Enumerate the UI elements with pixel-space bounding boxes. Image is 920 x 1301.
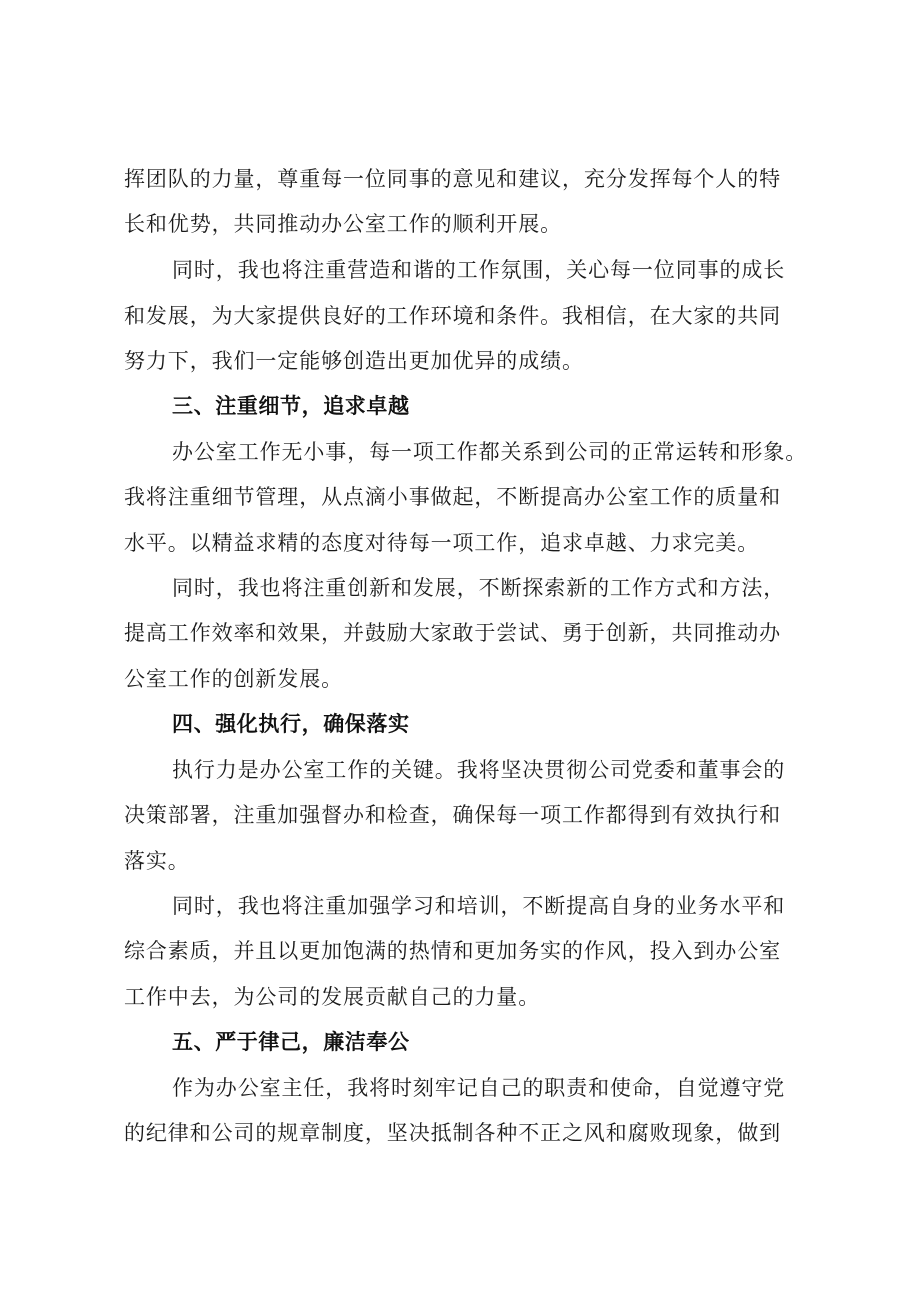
section-heading-5: 五、严于律己，廉洁奉公 xyxy=(172,1030,410,1054)
paragraph-line: 和发展，为大家提供良好的工作环境和条件。我相信，在大家的共同 xyxy=(124,304,781,328)
paragraph-line: 落实。 xyxy=(124,849,190,873)
paragraph-line: 我将注重细节管理，从点滴小事做起，不断提高办公室工作的质量和 xyxy=(124,485,781,509)
paragraph-line: 同时，我也将注重加强学习和培训，不断提高自身的业务水平和 xyxy=(172,894,786,918)
paragraph-line: 执行力是办公室工作的关键。我将坚决贯彻公司党委和董事会的 xyxy=(172,758,786,782)
section-heading-3: 三、注重细节，追求卓越 xyxy=(172,394,410,418)
paragraph-line: 公室工作的创新发展。 xyxy=(124,667,343,691)
paragraph-line: 长和优势，共同推动办公室工作的顺利开展。 xyxy=(124,212,562,236)
paragraph-line: 作为办公室主任，我将时刻牢记自己的职责和使命，自觉遵守党 xyxy=(172,1076,786,1100)
paragraph-line: 办公室工作无小事，每一项工作都关系到公司的正常运转和形象。 xyxy=(172,440,808,464)
paragraph-line: 同时，我也将注重营造和谐的工作氛围，关心每一位同事的成长 xyxy=(172,258,786,282)
section-heading-4: 四、强化执行，确保落实 xyxy=(172,712,410,736)
paragraph-line: 工作中去，为公司的发展贡献自己的力量。 xyxy=(124,985,541,1009)
paragraph-line: 挥团队的力量，尊重每一位同事的意见和建议，充分发挥每个人的特 xyxy=(124,167,781,191)
paragraph-line: 的纪律和公司的规章制度，坚决抵制各种不正之风和腐败现象，做到 xyxy=(124,1121,781,1145)
paragraph-line: 努力下，我们一定能够创造出更加优异的成绩。 xyxy=(124,349,584,373)
paragraph-line: 提高工作效率和效果，并鼓励大家敢于尝试、勇于创新，共同推动办 xyxy=(124,621,781,645)
paragraph-line: 水平。以精益求精的态度对待每一项工作，追求卓越、力求完美。 xyxy=(124,531,760,555)
paragraph-line: 综合素质，并且以更加饱满的热情和更加务实的作风，投入到办公室 xyxy=(124,939,781,963)
paragraph-line: 决策部署，注重加强督办和检查，确保每一项工作都得到有效执行和 xyxy=(124,803,781,827)
paragraph-line: 同时，我也将注重创新和发展，不断探索新的工作方式和方法， xyxy=(172,576,786,600)
